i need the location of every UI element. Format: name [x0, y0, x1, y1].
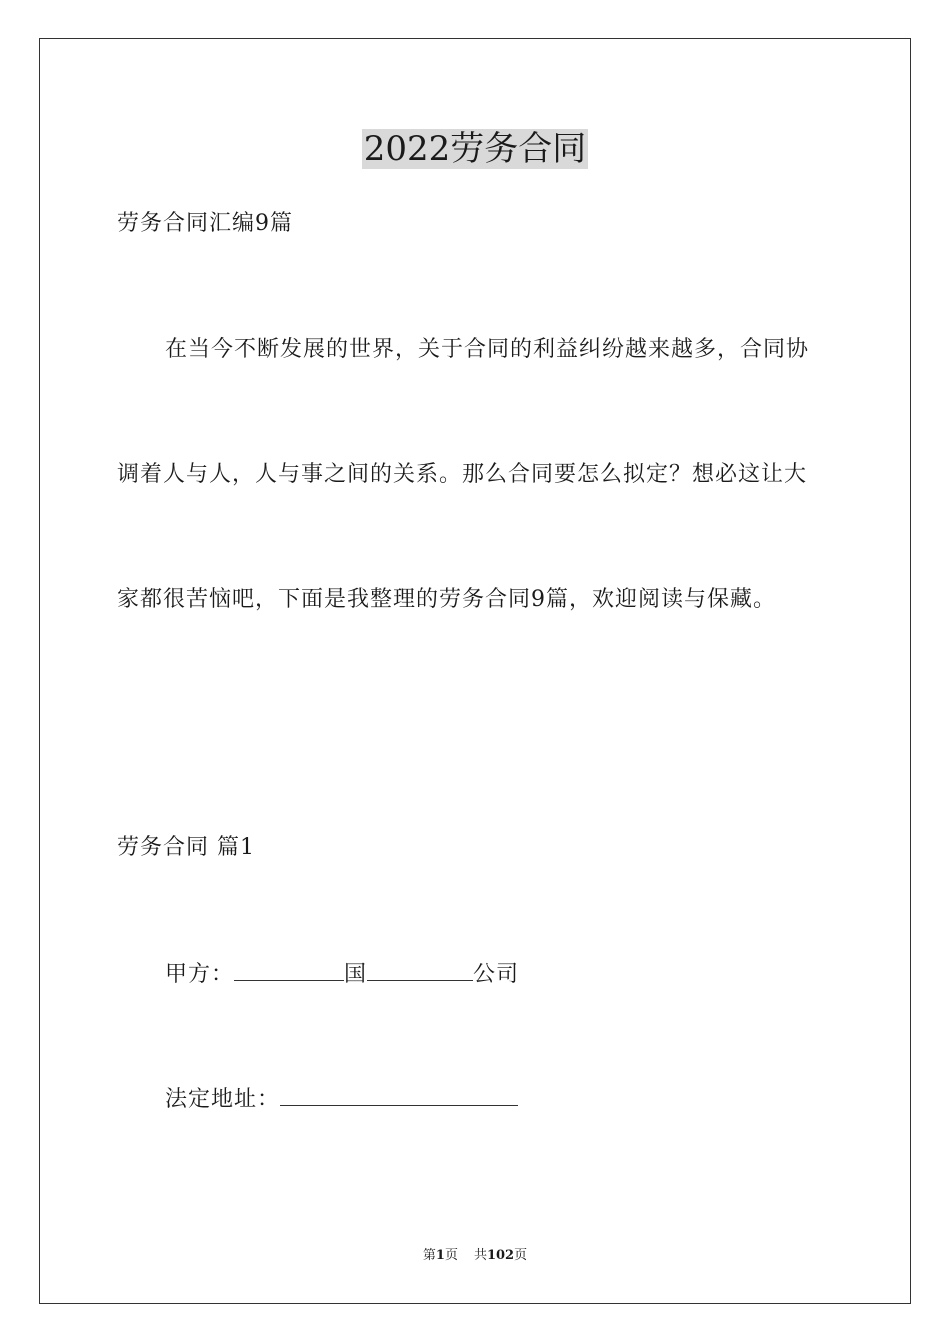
address-line [165, 1083, 518, 1115]
party-a-suffix: 公司 [473, 962, 520, 987]
party-a-line [165, 958, 519, 990]
intro-line-3: 家都很苦恼吧，下面是我整理的劳务合同9篇，欢迎阅读与保藏。 [117, 587, 776, 612]
address-label: 法定地址： [165, 1087, 281, 1112]
page-footer [0, 1247, 950, 1265]
document-title-text: 2022劳务合同 [363, 129, 587, 169]
party-a-mid: 国 [344, 962, 368, 987]
footer-page-prefix: 第 [422, 1248, 436, 1263]
address-blank[interactable] [280, 1083, 518, 1106]
party-a-label: 甲方： [165, 962, 235, 987]
document-title [0, 128, 950, 170]
footer-page-suffix: 页 [444, 1248, 458, 1263]
intro-line-1: 在当今不断发展的世界，关于合同的利益纠纷越来越多，合同协 [165, 337, 810, 362]
footer-total-suffix: 页 [514, 1248, 528, 1263]
footer-total-pages: 102 [486, 1248, 515, 1263]
footer-total-prefix: 共 [473, 1248, 487, 1263]
footer-page-number: 1 [435, 1248, 445, 1263]
party-a-country-blank[interactable] [234, 958, 344, 981]
document-subtitle: 劳务合同汇编9篇 [117, 211, 293, 236]
intro-line-2: 调着人与人，人与事之间的关系。那么合同要怎么拟定？想必这让大 [117, 462, 808, 487]
section-heading: 劳务合同 篇1 [117, 835, 255, 860]
party-a-company-blank[interactable] [367, 958, 473, 981]
